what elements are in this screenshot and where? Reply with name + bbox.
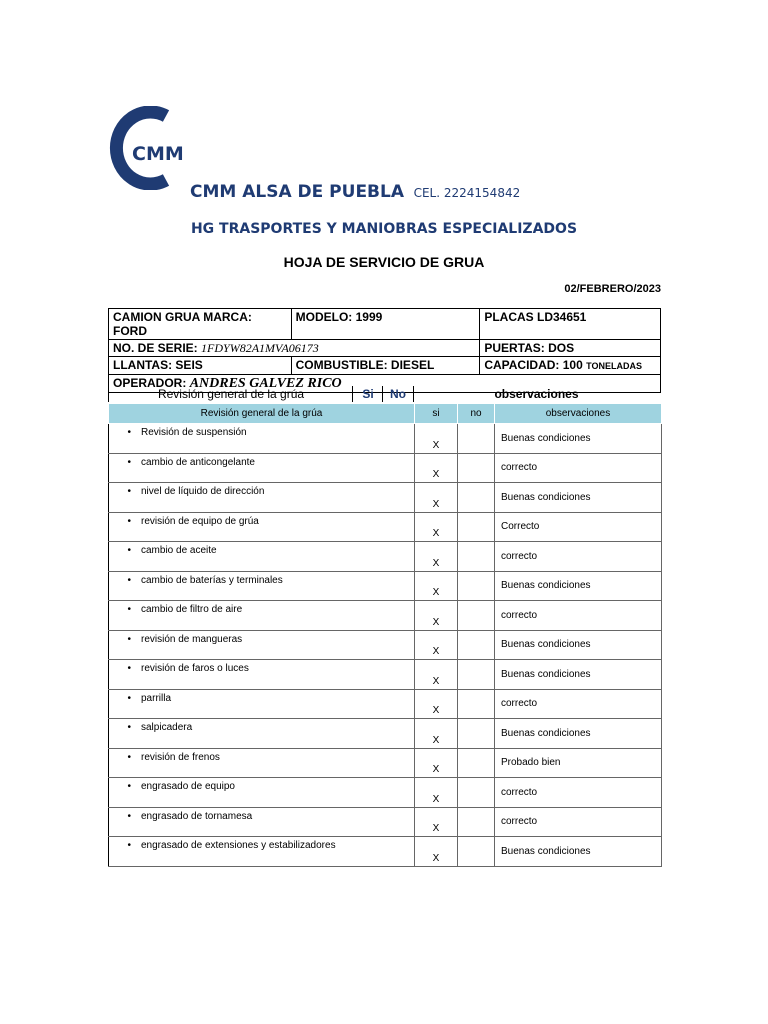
revision-header-row: [108, 386, 661, 402]
table-row: [109, 719, 662, 749]
no-cell: [458, 807, 495, 837]
placas-cell: PLACAS LD34651: [480, 309, 661, 340]
company-cel: CEL. 2224154842: [413, 186, 521, 200]
checklist-body: [109, 424, 662, 867]
vehicle-info-table: [108, 308, 661, 393]
item-cell: [109, 571, 415, 601]
obs-cell: correcto: [495, 453, 662, 483]
table-row: [109, 778, 662, 808]
table-row: [109, 453, 662, 483]
si-cell: X: [415, 483, 458, 513]
no-cell: [458, 542, 495, 572]
item-cell: [109, 778, 415, 808]
item-cell: [109, 837, 415, 867]
table-row: [109, 571, 662, 601]
bullet: •: [127, 486, 131, 497]
combustible-cell: COMBUSTIBLE: DIESEL: [291, 357, 480, 375]
table-row: [109, 837, 662, 867]
bullet: •: [127, 840, 131, 851]
capacidad-cell: [480, 357, 661, 375]
serie-label: NO. DE SERIE:: [113, 341, 198, 355]
si-cell: X: [415, 748, 458, 778]
obs-cell: Buenas condiciones: [495, 630, 662, 660]
checklist-header-row: [109, 404, 662, 424]
serie-value: 1FDYW82A1MVA06173: [201, 341, 319, 355]
no-cell: [458, 571, 495, 601]
item-cell: [109, 542, 415, 572]
si-cell: X: [415, 571, 458, 601]
item-label: cambio de baterías y terminales: [141, 574, 283, 586]
bullet: •: [127, 810, 131, 822]
obs-cell: Buenas condiciones: [495, 424, 662, 454]
column-header: no: [458, 404, 495, 424]
si-cell: X: [415, 512, 458, 542]
table-row: [109, 542, 662, 572]
no-cell: [458, 453, 495, 483]
item-cell: [109, 719, 415, 749]
no-cell: [458, 778, 495, 808]
no-cell: [458, 660, 495, 690]
company-line: [190, 182, 520, 202]
logo-text: CMM: [132, 143, 184, 165]
obs-cell: correcto: [495, 807, 662, 837]
no-cell: [458, 601, 495, 631]
company-logo: [108, 106, 188, 190]
llantas-cell: LLANTAS: SEIS: [109, 357, 292, 375]
camion-value: FORD: [113, 324, 147, 338]
item-cell: [109, 748, 415, 778]
no-cell: [458, 483, 495, 513]
bullet: •: [127, 751, 131, 763]
camion-cell: [109, 309, 292, 340]
obs-cell: correcto: [495, 778, 662, 808]
item-label: parrilla: [141, 692, 172, 704]
table-row: [109, 630, 662, 660]
modelo-cell: MODELO: 1999: [291, 309, 480, 340]
serie-cell: [109, 340, 480, 357]
si-cell: X: [415, 689, 458, 719]
no-cell: [458, 424, 495, 454]
bullet: •: [127, 427, 131, 438]
item-cell: [109, 483, 415, 513]
si-cell: X: [415, 719, 458, 749]
item-label: cambio de anticongelante: [141, 456, 255, 468]
no-cell: [458, 748, 495, 778]
item-label: revisión de frenos: [141, 751, 220, 763]
column-header: observaciones: [495, 404, 662, 424]
bullet: •: [127, 663, 131, 674]
puertas-cell: PUERTAS: DOS: [480, 340, 661, 357]
item-cell: [109, 601, 415, 631]
table-row: [109, 424, 662, 454]
item-label: cambio de filtro de aire: [141, 604, 243, 615]
no-cell: [458, 719, 495, 749]
item-label: Revisión de suspensión: [141, 427, 247, 438]
revision-header-no: No: [382, 386, 414, 402]
revision-header-si: Si: [352, 386, 383, 402]
item-cell: [109, 660, 415, 690]
table-row: [109, 512, 662, 542]
item-cell: [109, 689, 415, 719]
obs-cell: Buenas condiciones: [495, 571, 662, 601]
item-label: revisión de mangueras: [141, 633, 243, 645]
revision-header-obs: observaciones: [494, 387, 579, 401]
si-cell: X: [415, 837, 458, 867]
no-cell: [458, 689, 495, 719]
si-cell: X: [415, 424, 458, 454]
si-cell: X: [415, 542, 458, 572]
obs-cell: correcto: [495, 689, 662, 719]
item-cell: [109, 807, 415, 837]
si-cell: X: [415, 630, 458, 660]
camion-label: CAMION GRUA MARCA:: [113, 310, 252, 324]
checklist-table: [108, 403, 662, 867]
company-name: CMM ALSA DE PUEBLA: [190, 182, 405, 202]
si-cell: X: [415, 778, 458, 808]
document-date: 02/FEBRERO/2023: [564, 283, 661, 295]
item-cell: [109, 630, 415, 660]
capacidad-unit: TONELADAS: [586, 361, 642, 371]
obs-cell: Probado bien: [495, 748, 662, 778]
column-header: Revisión general de la grúa: [109, 404, 415, 424]
si-cell: X: [415, 453, 458, 483]
no-cell: [458, 630, 495, 660]
obs-cell: correcto: [495, 542, 662, 572]
table-row: [109, 601, 662, 631]
company-subtitle: HG TRASPORTES Y MANIOBRAS ESPECIALIZADOS: [190, 221, 578, 237]
obs-cell: Buenas condiciones: [495, 837, 662, 867]
item-label: salpicadera: [141, 722, 193, 733]
bullet: •: [127, 781, 131, 792]
obs-cell: correcto: [495, 601, 662, 631]
table-row: [109, 660, 662, 690]
column-header: si: [415, 404, 458, 424]
bullet: •: [127, 604, 131, 615]
bullet: •: [127, 633, 131, 645]
table-row: [109, 483, 662, 513]
document-title: HOJA DE SERVICIO DE GRUA: [283, 254, 485, 270]
si-cell: X: [415, 807, 458, 837]
bullet: •: [127, 456, 131, 468]
operador-value: ANDRES GALVEZ RICO: [189, 376, 342, 391]
item-label: revisión de equipo de grúa: [141, 515, 259, 527]
item-label: cambio de aceite: [141, 545, 217, 556]
item-label: nivel de líquido de dirección: [141, 486, 265, 497]
item-label: engrasado de equipo: [141, 781, 235, 792]
bullet: •: [127, 692, 131, 704]
obs-cell: Buenas condiciones: [495, 719, 662, 749]
item-cell: [109, 424, 415, 454]
si-cell: X: [415, 601, 458, 631]
obs-cell: Buenas condiciones: [495, 483, 662, 513]
operador-label: OPERADOR:: [113, 376, 187, 390]
table-row: [109, 807, 662, 837]
capacidad-label: CAPACIDAD: 100: [484, 358, 583, 372]
item-label: engrasado de tornamesa: [141, 810, 253, 822]
obs-cell: Buenas condiciones: [495, 660, 662, 690]
item-cell: [109, 453, 415, 483]
bullet: •: [127, 515, 131, 527]
bullet: •: [127, 574, 131, 586]
item-label: revisión de faros o luces: [141, 663, 249, 674]
item-label: engrasado de extensiones y estabilizadores: [141, 840, 336, 851]
item-cell: [109, 512, 415, 542]
obs-cell: Correcto: [495, 512, 662, 542]
revision-header-label: Revisión general de la grúa: [108, 386, 353, 402]
bullet: •: [127, 545, 131, 556]
table-row: [109, 748, 662, 778]
no-cell: [458, 512, 495, 542]
si-cell: X: [415, 660, 458, 690]
table-row: [109, 689, 662, 719]
bullet: •: [127, 722, 131, 733]
no-cell: [458, 837, 495, 867]
